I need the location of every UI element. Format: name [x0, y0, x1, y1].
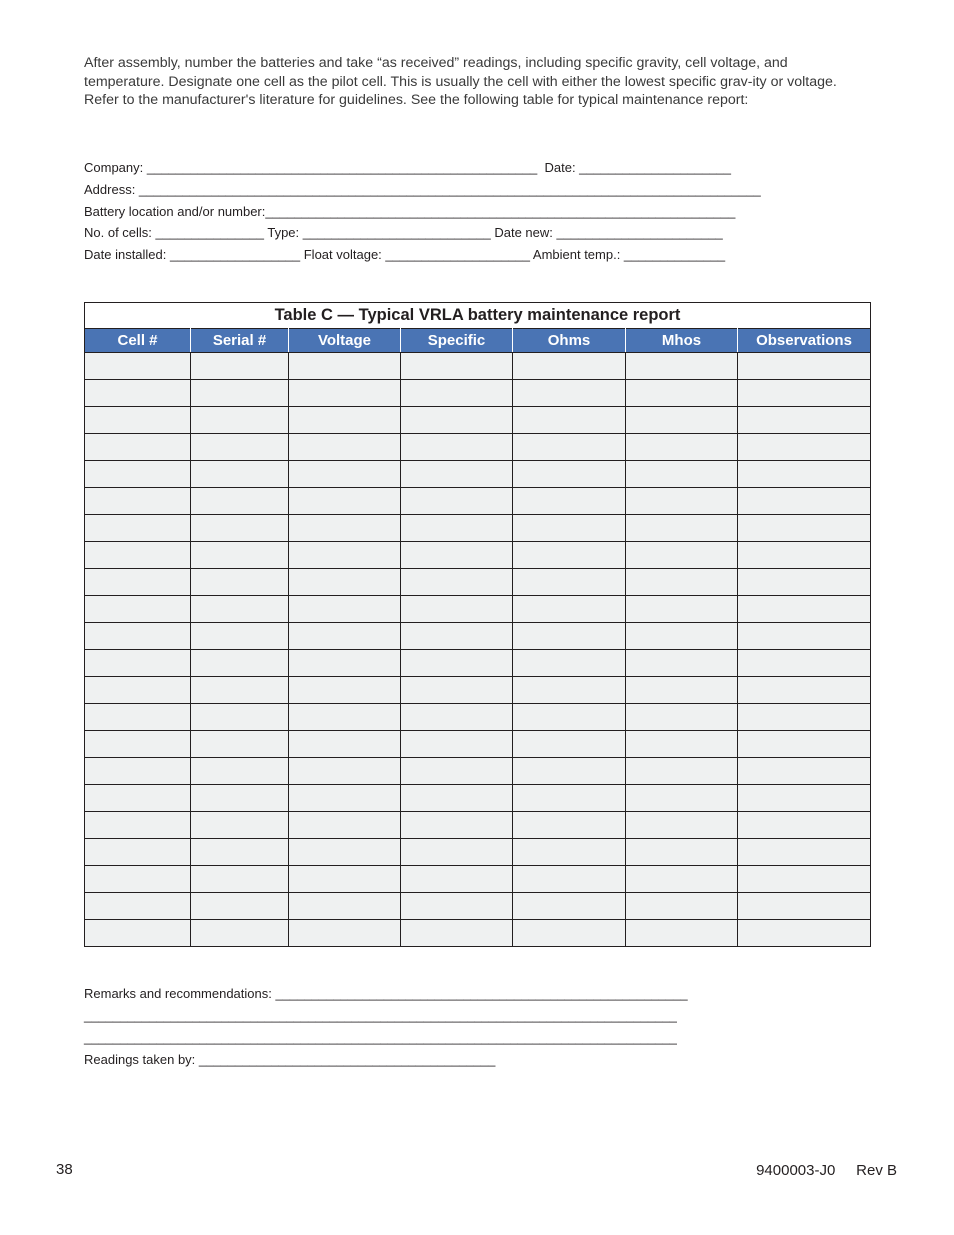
table-cell[interactable]	[626, 650, 738, 677]
table-cell[interactable]	[626, 812, 738, 839]
table-cell[interactable]	[738, 812, 871, 839]
table-cell[interactable]	[191, 758, 289, 785]
table-cell[interactable]	[289, 488, 401, 515]
table-cell[interactable]	[191, 596, 289, 623]
table-cell[interactable]	[401, 380, 513, 407]
company-date-label: Company: ______________________________________________________ Date: _____________________	[84, 160, 732, 175]
table-cell[interactable]	[513, 812, 626, 839]
table-cell[interactable]	[513, 866, 626, 893]
table-cell[interactable]	[401, 407, 513, 434]
table-cell[interactable]	[191, 461, 289, 488]
table-cell[interactable]	[401, 596, 513, 623]
table-cell[interactable]	[513, 461, 626, 488]
table-cell[interactable]	[513, 650, 626, 677]
remarks-line-3[interactable]: __________________________________________________________________________________	[84, 1030, 677, 1045]
table-cell[interactable]	[626, 515, 738, 542]
table-cell[interactable]	[85, 353, 191, 380]
table-row	[85, 866, 871, 893]
table-cell[interactable]	[191, 542, 289, 569]
table-cell[interactable]	[191, 704, 289, 731]
table-cell[interactable]	[191, 677, 289, 704]
table-row	[85, 812, 871, 839]
table-cell[interactable]	[513, 380, 626, 407]
table-cell[interactable]	[289, 353, 401, 380]
remarks-field[interactable]: Remarks and recommendations: _________________________________________________________	[84, 986, 688, 1001]
table-cell[interactable]	[191, 650, 289, 677]
header-voltage: Voltage	[289, 329, 401, 353]
table-cell[interactable]	[513, 542, 626, 569]
table-cell[interactable]	[289, 704, 401, 731]
table-cell[interactable]	[513, 434, 626, 461]
table-row	[85, 758, 871, 785]
table-cell[interactable]	[85, 704, 191, 731]
table-cell[interactable]	[513, 731, 626, 758]
table-row	[85, 596, 871, 623]
table-cell[interactable]	[191, 353, 289, 380]
table-cell[interactable]	[738, 461, 871, 488]
table-cell[interactable]	[626, 380, 738, 407]
table-cell[interactable]	[401, 650, 513, 677]
table-cell[interactable]	[289, 812, 401, 839]
table-cell[interactable]	[513, 596, 626, 623]
table-cell[interactable]	[191, 812, 289, 839]
table-row	[85, 461, 871, 488]
table-cell[interactable]	[85, 839, 191, 866]
table-cell[interactable]	[85, 434, 191, 461]
table-row	[85, 353, 871, 380]
table-cell[interactable]	[85, 461, 191, 488]
table-cell[interactable]	[289, 839, 401, 866]
header-serial-number: Serial #	[191, 329, 289, 353]
header-mhos: Mhos	[626, 329, 738, 353]
table-cell[interactable]	[401, 569, 513, 596]
battery-info-form	[84, 158, 784, 267]
table-row	[85, 623, 871, 650]
table-cell[interactable]	[191, 866, 289, 893]
address-label: Address: ______________________________________________________________________________________	[84, 181, 761, 197]
table-cell[interactable]	[738, 434, 871, 461]
table-cell[interactable]	[401, 623, 513, 650]
table-row	[85, 731, 871, 758]
table-cell[interactable]	[191, 380, 289, 407]
table-cell[interactable]	[401, 920, 513, 947]
battery-location-field[interactable]	[84, 202, 784, 224]
table-cell[interactable]	[626, 461, 738, 488]
battery-location-label: Battery location and/or number:_________________________________________________________________	[84, 203, 736, 219]
table-row	[85, 515, 871, 542]
maintenance-report-table-container	[84, 302, 870, 947]
table-cell[interactable]	[85, 407, 191, 434]
table-cell[interactable]	[401, 893, 513, 920]
table-cell[interactable]	[289, 569, 401, 596]
table-cell[interactable]	[85, 542, 191, 569]
table-cell[interactable]	[401, 542, 513, 569]
table-row	[85, 488, 871, 515]
table-cell[interactable]	[738, 866, 871, 893]
table-cell[interactable]	[626, 731, 738, 758]
table-cell[interactable]	[191, 434, 289, 461]
table-cell[interactable]	[626, 785, 738, 812]
table-cell[interactable]	[738, 407, 871, 434]
table-cell[interactable]	[401, 812, 513, 839]
table-cell[interactable]	[738, 920, 871, 947]
table-cell[interactable]	[191, 839, 289, 866]
table-cell[interactable]	[513, 758, 626, 785]
table-cell[interactable]	[289, 866, 401, 893]
table-cell[interactable]	[289, 893, 401, 920]
table-cell[interactable]	[626, 866, 738, 893]
table-cell[interactable]	[85, 866, 191, 893]
table-cell[interactable]	[191, 893, 289, 920]
table-cell[interactable]	[626, 407, 738, 434]
table-cell[interactable]	[626, 758, 738, 785]
table-row	[85, 650, 871, 677]
header-ohms: Ohms	[513, 329, 626, 353]
table-cell[interactable]	[85, 623, 191, 650]
table-cell[interactable]	[738, 623, 871, 650]
table-cell[interactable]	[626, 704, 738, 731]
table-cell[interactable]	[85, 785, 191, 812]
table-cell[interactable]	[626, 569, 738, 596]
table-cell[interactable]	[85, 380, 191, 407]
table-cell[interactable]	[191, 785, 289, 812]
table-cell[interactable]	[401, 704, 513, 731]
table-row	[85, 542, 871, 569]
table-cell[interactable]	[738, 731, 871, 758]
table-cell[interactable]	[191, 488, 289, 515]
table-cell[interactable]	[738, 677, 871, 704]
table-cell[interactable]	[626, 542, 738, 569]
table-cell[interactable]	[85, 596, 191, 623]
table-cell[interactable]	[513, 677, 626, 704]
table-cell[interactable]	[626, 434, 738, 461]
table-cell[interactable]	[191, 731, 289, 758]
table-cell[interactable]	[626, 920, 738, 947]
table-cell[interactable]	[401, 461, 513, 488]
table-cell[interactable]	[289, 623, 401, 650]
table-cell[interactable]	[289, 461, 401, 488]
table-cell[interactable]	[191, 569, 289, 596]
table-cell[interactable]	[289, 677, 401, 704]
table-cell[interactable]	[513, 515, 626, 542]
table-cell[interactable]	[738, 353, 871, 380]
table-cell[interactable]	[738, 542, 871, 569]
readings-taken-by-field[interactable]: Readings taken by: _________________________________________	[84, 1052, 496, 1067]
table-cell[interactable]	[513, 569, 626, 596]
table-cell[interactable]	[401, 785, 513, 812]
remarks-section	[84, 984, 784, 1072]
table-cell[interactable]	[738, 596, 871, 623]
table-cell[interactable]	[738, 704, 871, 731]
table-cell[interactable]	[626, 839, 738, 866]
table-cell[interactable]	[626, 353, 738, 380]
table-cell[interactable]	[513, 893, 626, 920]
table-cell[interactable]	[85, 893, 191, 920]
table-cell[interactable]	[626, 677, 738, 704]
table-cell[interactable]	[626, 488, 738, 515]
table-cell[interactable]	[191, 623, 289, 650]
table-title: Table C — Typical VRLA battery maintenance report	[84, 302, 871, 328]
cells-type-datenew-label: No. of cells: _______________ Type: __________________________ Date new: _______________________	[84, 225, 723, 241]
document-id: 9400003-J0 Rev B	[756, 1162, 897, 1179]
table-cell[interactable]	[289, 542, 401, 569]
installed-float-ambient-label: Date installed: __________________ Float voltage: ____________________ Ambient temp.: ______________	[84, 247, 726, 263]
table-cell[interactable]	[289, 920, 401, 947]
table-cell[interactable]	[191, 920, 289, 947]
table-cell[interactable]	[626, 893, 738, 920]
cells-type-datenew-field[interactable]	[84, 223, 784, 245]
table-row	[85, 785, 871, 812]
table-cell[interactable]	[289, 785, 401, 812]
table-row	[85, 677, 871, 704]
table-body	[85, 353, 871, 947]
table-cell[interactable]	[401, 488, 513, 515]
table-cell[interactable]	[289, 407, 401, 434]
table-header-row	[85, 329, 871, 353]
table-row	[85, 380, 871, 407]
table-cell[interactable]	[289, 596, 401, 623]
table-cell[interactable]	[401, 758, 513, 785]
table-cell[interactable]	[513, 704, 626, 731]
table-cell[interactable]	[401, 731, 513, 758]
table-cell[interactable]	[513, 353, 626, 380]
table-row	[85, 704, 871, 731]
table-row	[85, 920, 871, 947]
table-cell[interactable]	[85, 731, 191, 758]
table-cell[interactable]	[85, 488, 191, 515]
table-row	[85, 839, 871, 866]
header-cell-number: Cell #	[85, 329, 191, 353]
table-cell[interactable]	[513, 623, 626, 650]
table-row	[85, 893, 871, 920]
table-cell[interactable]	[289, 434, 401, 461]
installed-float-ambient-field[interactable]	[84, 245, 784, 267]
maintenance-report-table	[84, 302, 871, 947]
table-cell[interactable]	[513, 839, 626, 866]
table-cell[interactable]	[401, 515, 513, 542]
table-cell[interactable]	[513, 785, 626, 812]
table-cell[interactable]	[738, 785, 871, 812]
table-cell[interactable]	[513, 488, 626, 515]
header-observations: Observations	[738, 329, 871, 353]
table-cell[interactable]	[626, 623, 738, 650]
table-cell[interactable]	[85, 569, 191, 596]
table-cell[interactable]	[401, 434, 513, 461]
table-cell[interactable]	[401, 353, 513, 380]
table-cell[interactable]	[85, 677, 191, 704]
company-date-field[interactable]	[84, 158, 784, 180]
table-row	[85, 434, 871, 461]
header-specific: Specific	[401, 329, 513, 353]
table-cell[interactable]	[289, 515, 401, 542]
table-cell[interactable]	[738, 893, 871, 920]
table-cell[interactable]	[738, 650, 871, 677]
table-cell[interactable]	[289, 380, 401, 407]
table-cell[interactable]	[738, 839, 871, 866]
table-cell[interactable]	[401, 839, 513, 866]
intro-paragraph: After assembly, number the batteries and take “as received” readings, including specific gravity, cell voltage, and temperature. Designate one cell as the pilot cell. This is usually the cell with either the lowest specific grav-ity or voltage. Refer to the manufacturer's literature for guidelines. See the following table for typical maintenance report:	[84, 55, 837, 109]
table-cell[interactable]	[191, 407, 289, 434]
table-cell[interactable]	[401, 677, 513, 704]
table-cell[interactable]	[289, 650, 401, 677]
table-cell[interactable]	[738, 380, 871, 407]
table-cell[interactable]	[738, 515, 871, 542]
table-cell[interactable]	[738, 758, 871, 785]
page-number: 38	[56, 1161, 73, 1178]
table-cell[interactable]	[401, 866, 513, 893]
table-cell[interactable]	[626, 596, 738, 623]
remarks-line-2[interactable]: __________________________________________________________________________________	[84, 1008, 677, 1023]
table-cell[interactable]	[85, 650, 191, 677]
table-cell[interactable]	[85, 758, 191, 785]
table-cell[interactable]	[289, 758, 401, 785]
table-row	[85, 407, 871, 434]
table-cell[interactable]	[513, 920, 626, 947]
address-field[interactable]	[84, 180, 784, 202]
table-cell[interactable]	[85, 920, 191, 947]
table-cell[interactable]	[289, 731, 401, 758]
table-cell[interactable]	[738, 569, 871, 596]
table-cell[interactable]	[738, 488, 871, 515]
table-cell[interactable]	[85, 812, 191, 839]
table-row	[85, 569, 871, 596]
table-cell[interactable]	[85, 515, 191, 542]
table-cell[interactable]	[191, 515, 289, 542]
table-cell[interactable]	[513, 407, 626, 434]
